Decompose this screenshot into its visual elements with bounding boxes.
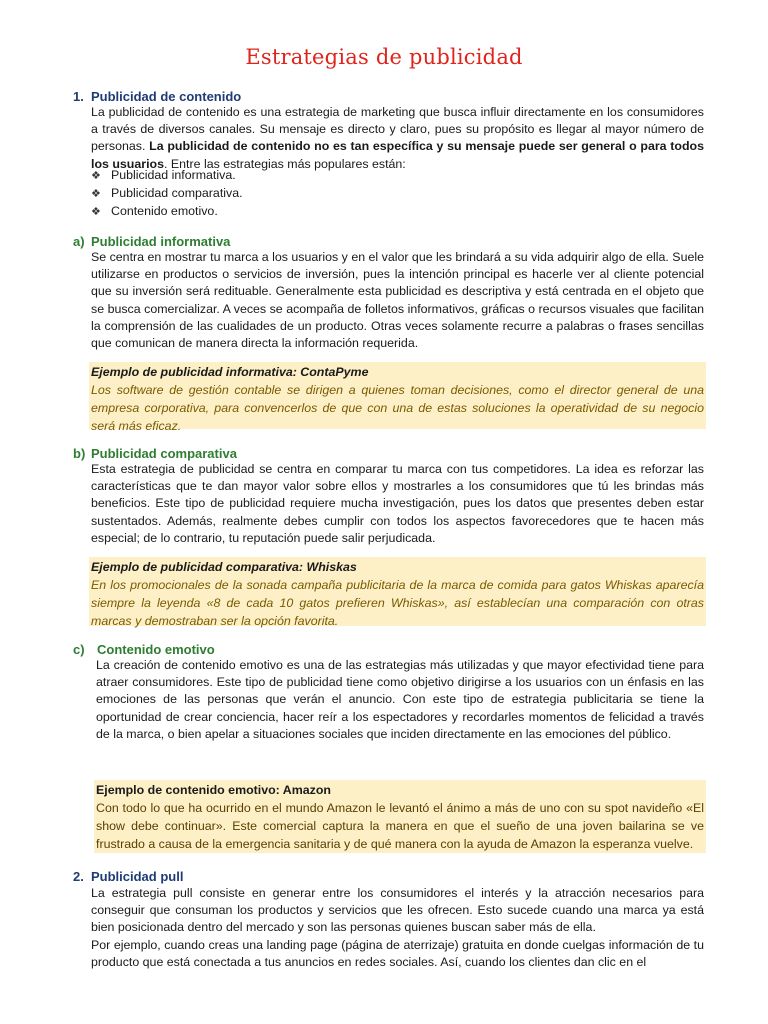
list-item (91, 185, 243, 203)
paragraph-publicidad-pull (91, 885, 704, 971)
paragraph-publicidad-de-contenido (91, 104, 704, 173)
section-heading-text: Publicidad de contenido (91, 89, 242, 104)
document-title: Estrategias de publicidad (245, 45, 523, 69)
section-heading-text: Publicidad informativa (91, 234, 231, 249)
section-number: 1. (73, 89, 84, 104)
list-item (91, 203, 243, 221)
section-heading-text: Publicidad comparativa (91, 446, 237, 461)
paragraph-text: La estrategia pull consiste en generar entre los consumidores el interés y la atracción necesarios para conseguir que consuman los productos y servicios que les ofrecen. Esto sucede cuando una marca ya está bien posicionada dentro del mercado y son las personas quienes buscan saber más de ella. (91, 886, 704, 935)
section-heading-contenido-emotivo (73, 641, 215, 658)
example-title: Ejemplo de publicidad comparativa: Whiskas (91, 560, 357, 574)
section-number: 2. (73, 869, 84, 884)
section-heading-publicidad-de-contenido (73, 88, 241, 105)
section-heading-text: Publicidad pull (91, 869, 184, 884)
list-item (91, 167, 243, 185)
paragraph-text: . Entre las estrategias más populares están: (164, 156, 406, 171)
section-heading-publicidad-comparativa (73, 445, 237, 462)
example-body: En los promocionales de la sonada campaña publicitaria de la marca de comida para gatos Whiskas aparecía siempre la leyenda «8 de cada 10 gatos prefieren Whiskas», así establecían una comparación con otras marcas y demostraban ser la opción favorita. (91, 578, 704, 628)
example-box-emotivo (94, 780, 706, 853)
paragraph-text: La publicidad de contenido es una estrategia de marketing que busca influir directamente en los consumidores a través de diversos canales. Su mensaje es directo y claro, pues su propósito es llegar al mayor número de personas. (91, 105, 704, 154)
section-number: a) (73, 234, 85, 249)
paragraph-contenido-emotivo (96, 657, 704, 743)
list-item-text: Publicidad comparativa. (111, 186, 243, 201)
bullet-list (91, 167, 243, 222)
paragraph-publicidad-comparativa (91, 461, 704, 547)
paragraph-text: Se centra en mostrar tu marca a los usuarios y en el valor que les brindará a su vida adquirir algo de ella. Suele utilizarse en productos o servicios de inversión, pues la intención principal es hacerle ver al cliente potencial que su inversión será redituable. Generalmente esta publicidad es descriptiva y está centrada en el objeto que se busca comercializar. A veces se acompaña de folletos informativos, gráficas o recursos visuales que facilitan la comprensión de las cualidades de un producto. Otras veces solamente recurre a palabras o frases sencillas que comunican de manera directa la información requerida. (91, 250, 704, 351)
list-item-text: Contenido emotivo. (111, 204, 218, 219)
section-heading-publicidad-informativa (73, 233, 230, 250)
section-heading-text: Contenido emotivo (97, 642, 215, 657)
example-title: Ejemplo de publicidad informativa: ContaPyme (91, 365, 369, 379)
example-body: Los software de gestión contable se dirigen a quienes toman decisiones, como el director general de una empresa corporativa, para convencerlos de que con una de estas soluciones la operatividad de su negocio será más eficaz. (91, 383, 704, 433)
diamond-bullet-icon: ❖ (91, 170, 101, 182)
example-box-comparativa (89, 557, 706, 626)
example-box-informativa (89, 362, 706, 433)
paragraph-text: Por ejemplo, cuando creas una landing page (página de aterrizaje) gratuita en donde cuelgas información de tu producto que está conectada a tus anuncios en redes sociales. Así, cuando los clientes dan clic en el (91, 937, 704, 969)
paragraph-text: La creación de contenido emotivo es una de las estrategias más utilizadas y que mayor efectividad tiene para atraer consumidores. Este tipo de publicidad tiene como objetivo dirigirse a los usuarios con un énfasis en las emociones de las personas que verán el anuncio. Con este tipo de estrategia publicitaria se tiene la oportunidad de crear conciencia, hacer reír a los espectadores y recordarles momentos de felicidad a través de la marca, o bien apelar a situaciones sociales que inciden directamente en las emociones del público. (96, 658, 704, 741)
paragraph-bold-text: La publicidad de contenido no es tan específica y su mensaje puede ser general o para todos los usuarios (91, 139, 705, 171)
section-number: b) (73, 446, 86, 461)
list-item-text: Publicidad informativa. (111, 168, 236, 182)
paragraph-publicidad-informativa (91, 249, 704, 352)
example-body: Con todo lo que ha ocurrido en el mundo Amazon le levantó el ánimo a más de uno con su spot navideño «El show debe continuar». Este comercial captura la manera en que el sueño de una joven bailarina se ve frustrado a causa de la emergencia sanitaria y de qué manera con la ayuda de Amazon la esperanza vuelve. (96, 801, 704, 851)
diamond-bullet-icon: ❖ (91, 206, 101, 219)
example-title: Ejemplo de contenido emotivo: Amazon (96, 783, 331, 797)
section-number: c) (73, 642, 85, 657)
paragraph-text: Esta estrategia de publicidad se centra en comparar tu marca con tus competidores. La idea es reforzar las características que te dan mayor valor sobre ellos y mostrarles a los consumidores que tú les brindas más beneficios. Este tipo de publicidad requiere mucha investigación, pues los datos que presentes deben estar sustentados. Además, realmente debes cumplir con todos los aspectos favorecedores que te hacen más especial; de lo contrario, tu reputación puede salir perjudicada. (91, 462, 704, 545)
section-heading-publicidad-pull (73, 868, 183, 885)
diamond-bullet-icon: ❖ (91, 188, 101, 201)
